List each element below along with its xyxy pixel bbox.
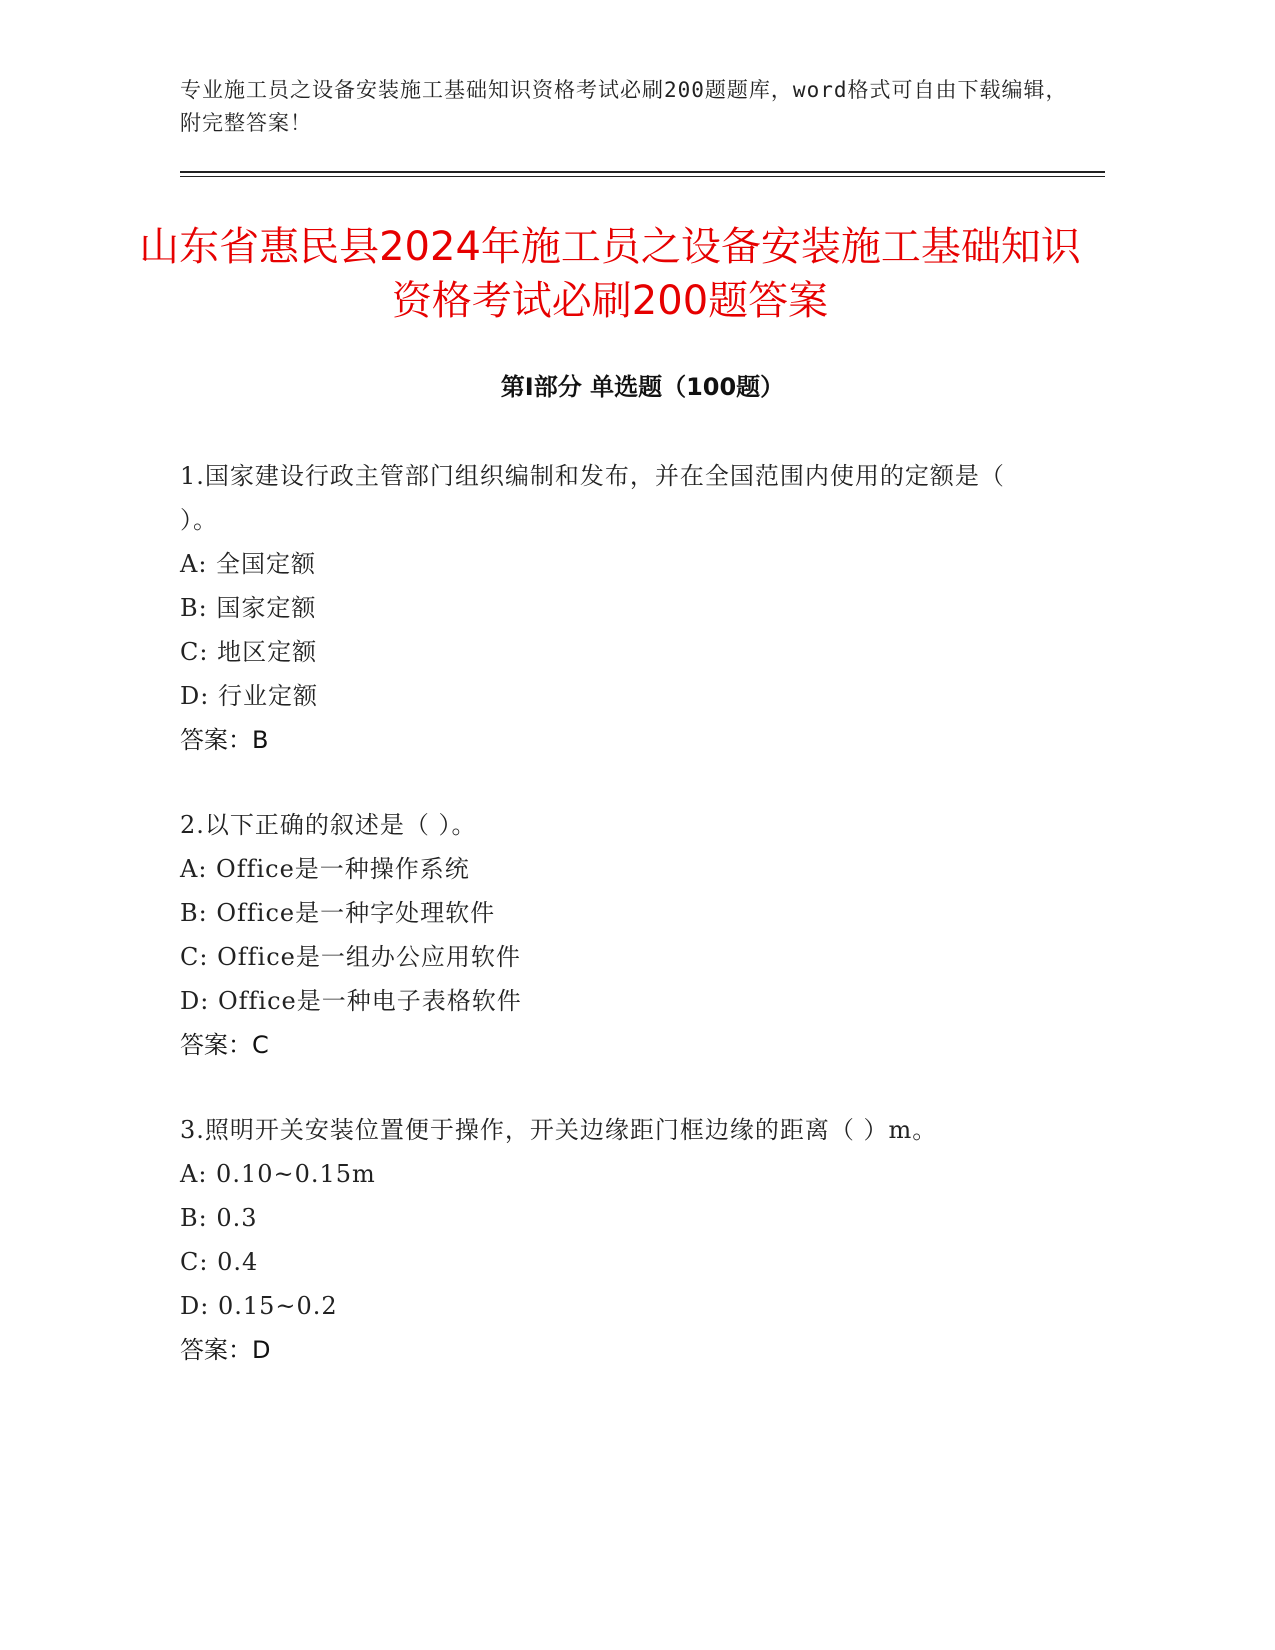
- header-note: 专业施工员之设备安装施工基础知识资格考试必刷200题题库，word格式可自由下载编辑，附完整答案！: [180, 78, 1068, 135]
- option-c: C: 地区定额: [180, 638, 318, 666]
- question-1: [180, 454, 1030, 762]
- option-c: C: 0.4: [180, 1248, 259, 1276]
- header-divider-thin: [180, 176, 1105, 177]
- option-b: B: 0.3: [180, 1204, 258, 1232]
- answer: 答案：C: [180, 1031, 269, 1059]
- question-stem: 1.国家建设行政主管部门组织编制和发布，并在全国范围内使用的定额是（ ）。: [180, 462, 1005, 534]
- section-title: 第I部分 单选题（100题）: [500, 373, 785, 401]
- header-divider-thick: [180, 171, 1105, 173]
- option-b: B: Office是一种字处理软件: [180, 899, 496, 927]
- option-a: A: 全国定额: [180, 550, 317, 578]
- option-a: A: Office是一种操作系统: [180, 855, 470, 883]
- answer: 答案：D: [180, 1336, 271, 1364]
- option-d: D: 行业定额: [180, 682, 318, 710]
- question-2: [180, 803, 1030, 1067]
- question-3: [180, 1108, 1030, 1372]
- document-title: 山东省惠民县2024年施工员之设备安装施工基础知识资格考试必刷200题答案: [139, 224, 1081, 324]
- option-c: C: Office是一组办公应用软件: [180, 943, 521, 971]
- option-d: D: Office是一种电子表格软件: [180, 987, 522, 1015]
- question-stem: 2.以下正确的叙述是（ ）。: [180, 811, 477, 839]
- question-stem: 3.照明开关安装位置便于操作，开关边缘距门框边缘的距离（ ）m。: [180, 1116, 938, 1144]
- option-d: D: 0.15~0.2: [180, 1292, 338, 1320]
- option-b: B: 国家定额: [180, 594, 317, 622]
- option-a: A: 0.10~0.15m: [180, 1160, 376, 1188]
- answer: 答案：B: [180, 726, 269, 754]
